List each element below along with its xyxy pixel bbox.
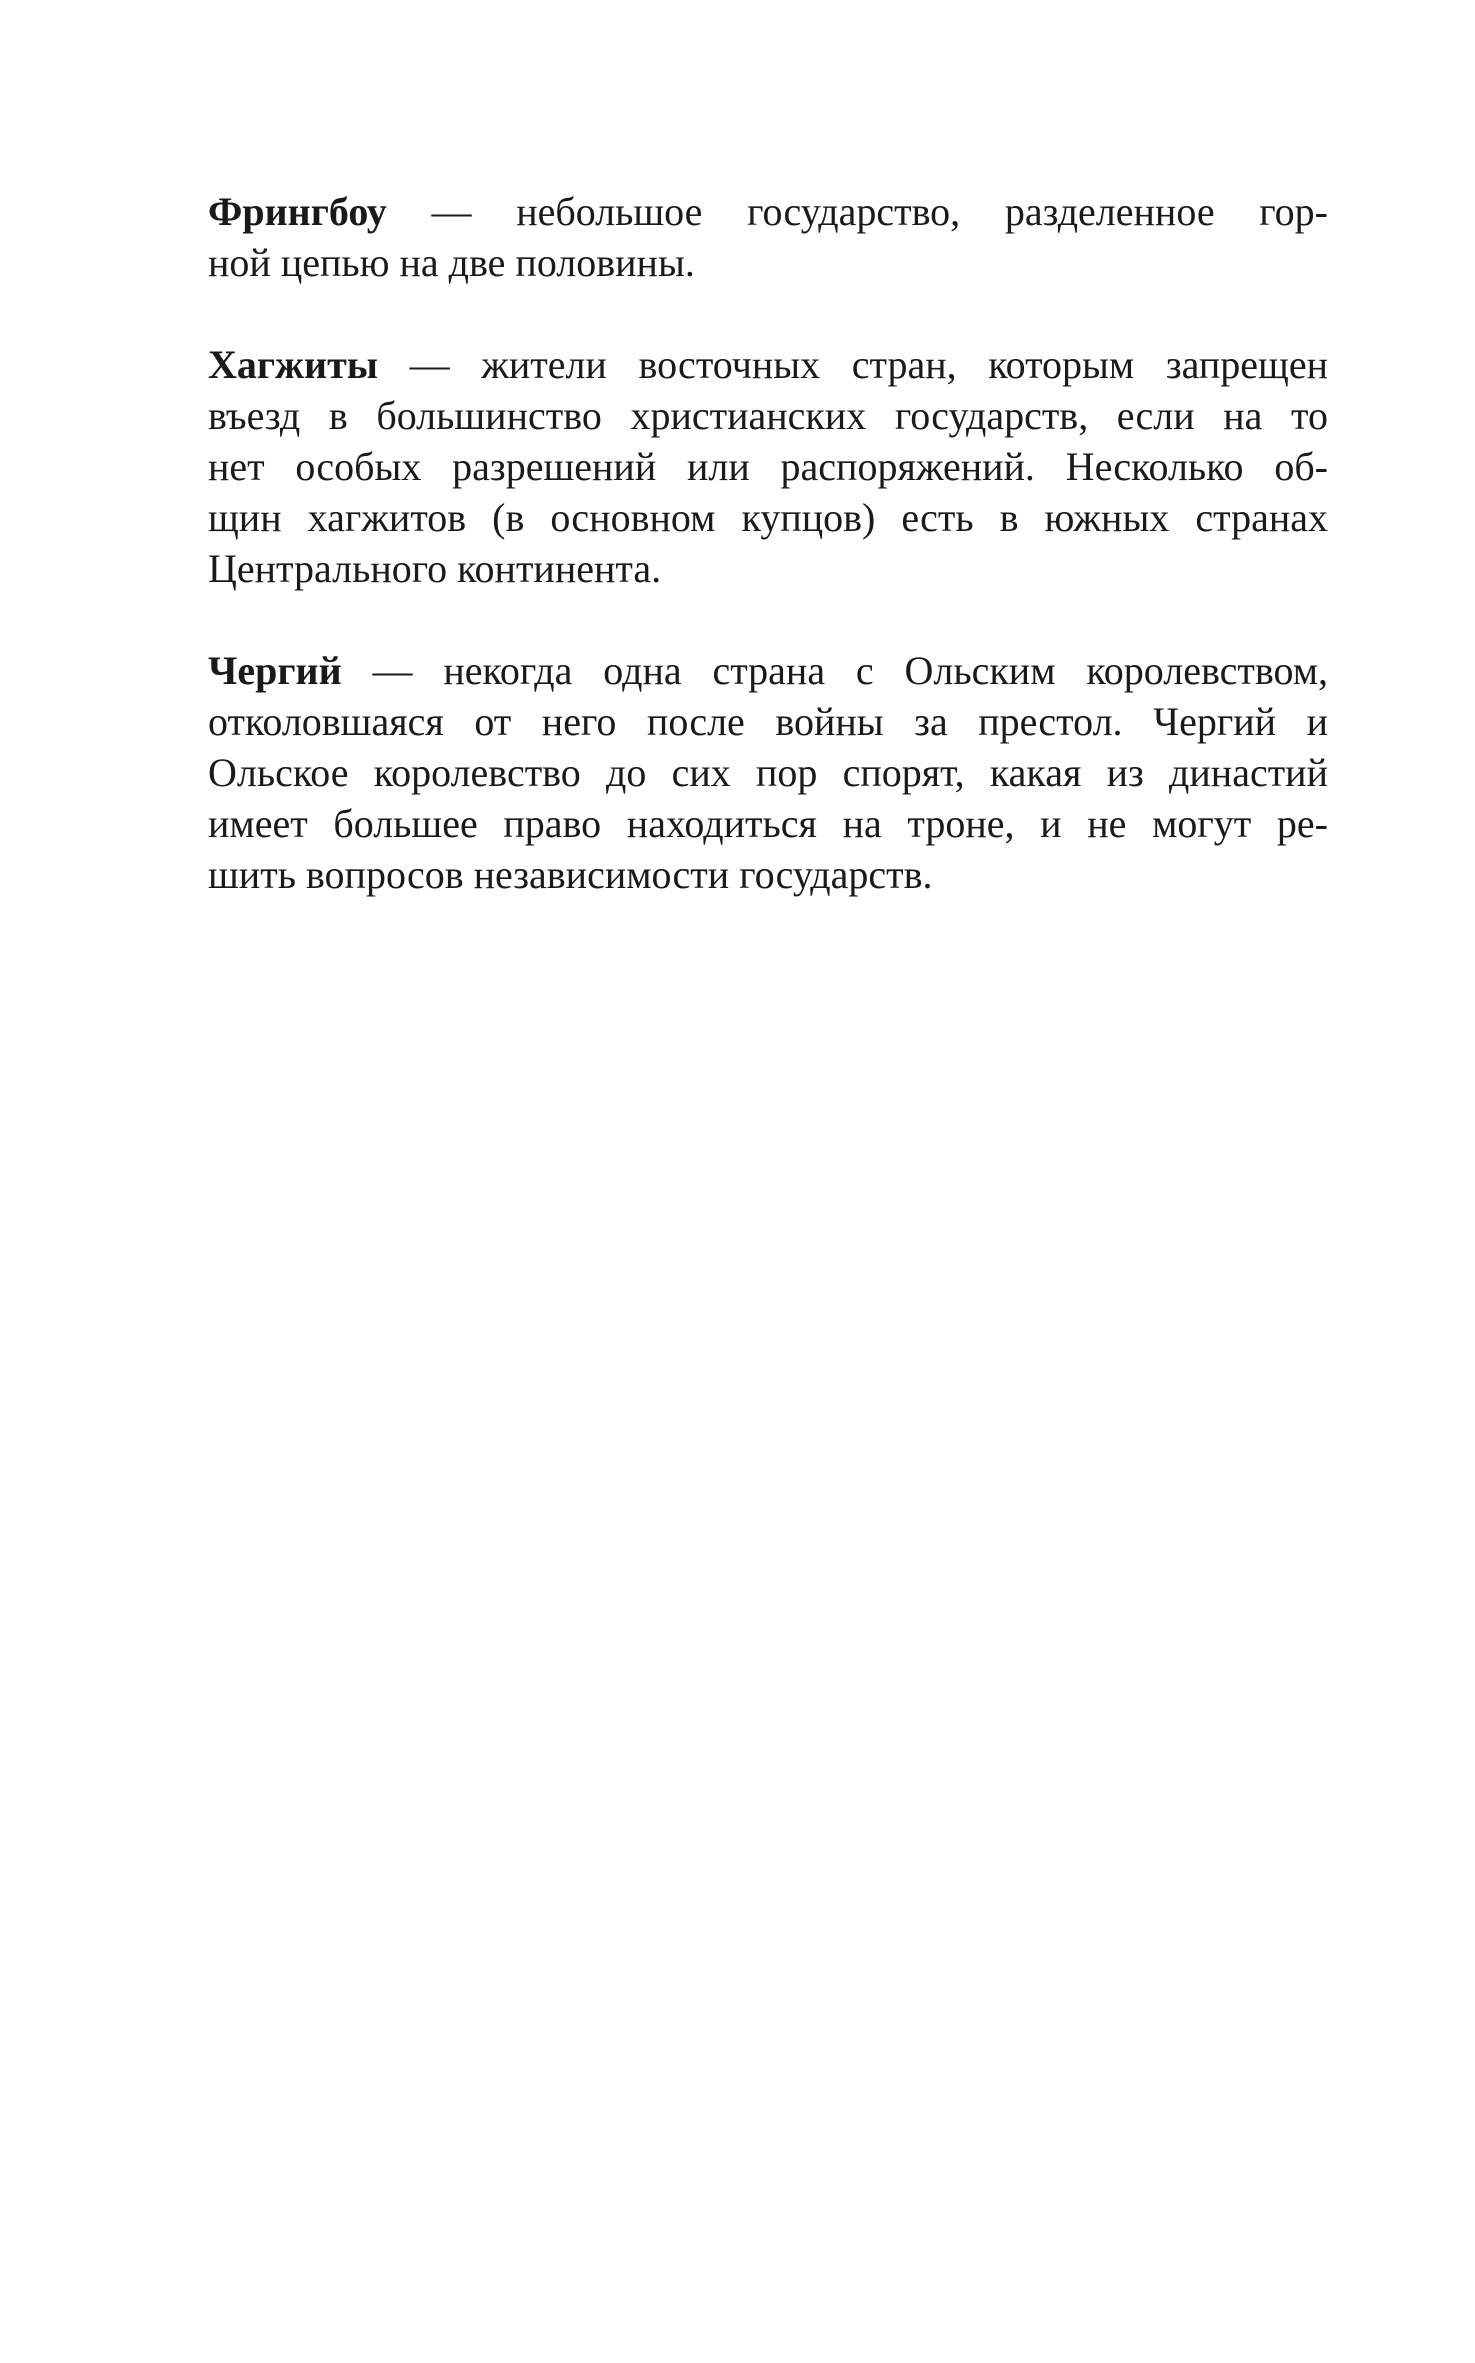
entry-definition-text: — небольшое государство, разделенное гор- [386,189,1328,234]
glossary-entry-khagzhity [150,339,1328,594]
entry-line [150,186,1328,237]
entry-line: въезд в большинство христианских государств, если на то [208,393,1328,438]
entry-line [150,645,1328,696]
entry-definition-text: — некогда одна страна с Ольским королевством, [341,648,1328,693]
entry-term: Хагжиты [208,342,378,387]
entry-line: шить вопросов независимости государств. [208,852,933,897]
entry-term: Фрингбоу [208,189,387,234]
entry-line: Центрального континента. [208,546,662,591]
entry-definition-text: — жители восточных стран, которым запрещен [377,342,1328,387]
entry-line: ной цепью на две половины. [208,240,695,285]
glossary-entry-fringbou [150,186,1328,288]
glossary-entry-chergiy [150,645,1328,900]
entry-line: нет особых разрешений или распоряжений. Несколько об- [208,444,1328,489]
entry-line [150,339,1328,390]
entry-line: имеет большее право находиться на троне, и не могут ре- [208,801,1328,846]
entry-line: отколовшаяся от него после войны за престол. Чергий и [208,699,1328,744]
glossary-text [150,186,1328,951]
entry-line: щин хагжитов (в основном купцов) есть в южных странах [208,495,1328,540]
entry-line: Ольское королевство до сих пор спорят, какая из династий [208,750,1328,795]
entry-term: Чергий [208,648,342,693]
